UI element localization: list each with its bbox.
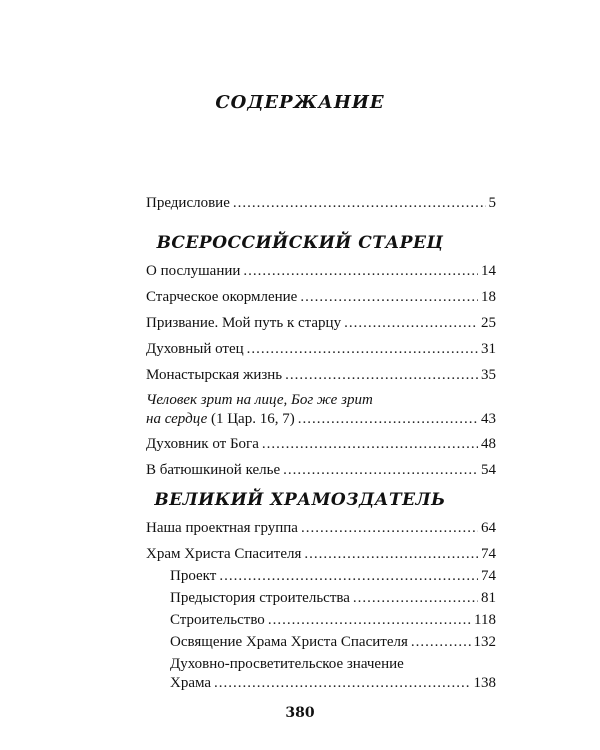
toc-entry [170, 674, 496, 693]
dot-leader [247, 340, 478, 359]
toc-entry-label-reference: (1 Цар. 16, 7) [207, 411, 295, 427]
toc-entry-page: 64 [481, 520, 496, 536]
toc-entry-page: 43 [481, 411, 496, 427]
dot-leader [243, 262, 478, 281]
dot-leader [300, 288, 478, 307]
dot-leader [353, 589, 478, 608]
section-heading-1: ВСЕРОССИЙСКИЙ СТАРЕЦ [156, 233, 444, 253]
dot-leader [214, 674, 470, 693]
toc-entry-label: В батюшкиной келье [146, 462, 281, 478]
toc-entry-label-line2: Храма [170, 675, 212, 691]
page-title: СОДЕРЖАНИЕ [215, 92, 385, 113]
dot-leader [304, 545, 478, 564]
toc-entry-page: 138 [473, 675, 496, 691]
toc-entry-page: 48 [481, 436, 496, 452]
dot-leader [411, 633, 471, 652]
toc-entry-page: 25 [481, 315, 496, 331]
toc-entry-page: 81 [481, 590, 496, 606]
dot-leader [233, 194, 486, 213]
dot-leader [268, 611, 471, 630]
toc-subentry [146, 633, 496, 652]
toc-section-1 [146, 262, 496, 480]
section-heading-2: ВЕЛИКИЙ ХРАМОЗДАТЕЛЬ [154, 490, 446, 510]
dot-leader [301, 519, 478, 538]
toc-entry [146, 519, 496, 538]
toc-entry [146, 340, 496, 359]
toc-entry-label: Призвание. Мой путь к старцу [146, 315, 342, 331]
dot-leader [262, 435, 478, 454]
toc-entry-label: Предыстория строительства [170, 590, 350, 606]
toc-entry-page: 18 [481, 289, 496, 305]
toc-entry-label: Храм Христа Спасителя [146, 546, 302, 562]
toc-entry-label: О послушании [146, 263, 241, 279]
toc-entry [146, 545, 496, 564]
toc-entry-label: Духовный отец [146, 341, 244, 357]
toc-entry-label: Старческое окормление [146, 289, 298, 305]
toc-entry-page: 14 [481, 263, 496, 279]
toc-entry-page: 74 [481, 546, 496, 562]
toc-entry [146, 194, 496, 213]
toc-subentry [146, 611, 496, 630]
toc-entry [146, 435, 496, 454]
toc-entry-multiline [146, 391, 496, 429]
toc-entry-page: 118 [474, 612, 496, 628]
toc-entry-page: 74 [481, 568, 496, 584]
toc-preface [146, 194, 496, 213]
toc-entry [146, 461, 496, 480]
toc-entry-label-line1: Человек зрит на лице, Бог же зрит [146, 392, 373, 408]
dot-leader [285, 366, 478, 385]
toc-entry-label-line2 [146, 410, 295, 429]
toc-entry-page: 5 [488, 195, 496, 211]
dot-leader [298, 410, 478, 429]
dot-leader [344, 314, 478, 333]
toc-entry-page: 132 [473, 634, 496, 650]
toc-entry [146, 314, 496, 333]
toc-entry [146, 410, 496, 429]
toc-entry-label: Проект [170, 568, 217, 584]
toc-entry-page: 31 [481, 341, 496, 357]
toc-section-2 [146, 519, 496, 693]
toc-entry-label: Предисловие [146, 195, 230, 211]
toc-entry-label-italic: на сердце [146, 411, 208, 427]
toc-entry [146, 366, 496, 385]
toc-entry-label: Монастырская жизнь [146, 367, 283, 383]
toc-entry-label: Строительство [170, 612, 265, 628]
toc-entry-page: 35 [481, 367, 496, 383]
dot-leader [219, 567, 478, 586]
toc-entry [146, 262, 496, 281]
toc-entry-label: Освящение Храма Христа Спасителя [170, 634, 408, 650]
toc-entry-page: 54 [481, 462, 496, 478]
toc-entry-label: Духовник от Бога [146, 436, 259, 452]
toc-subentry-multiline [146, 655, 496, 693]
page-number: 380 [285, 705, 315, 721]
toc-entry-label: Наша проектная группа [146, 520, 298, 536]
toc-subentry [146, 589, 496, 608]
dot-leader [283, 461, 478, 480]
toc-entry [146, 288, 496, 307]
toc-entry-label-line1: Духовно-просветительское значение [170, 656, 404, 672]
toc-subentry [146, 567, 496, 586]
